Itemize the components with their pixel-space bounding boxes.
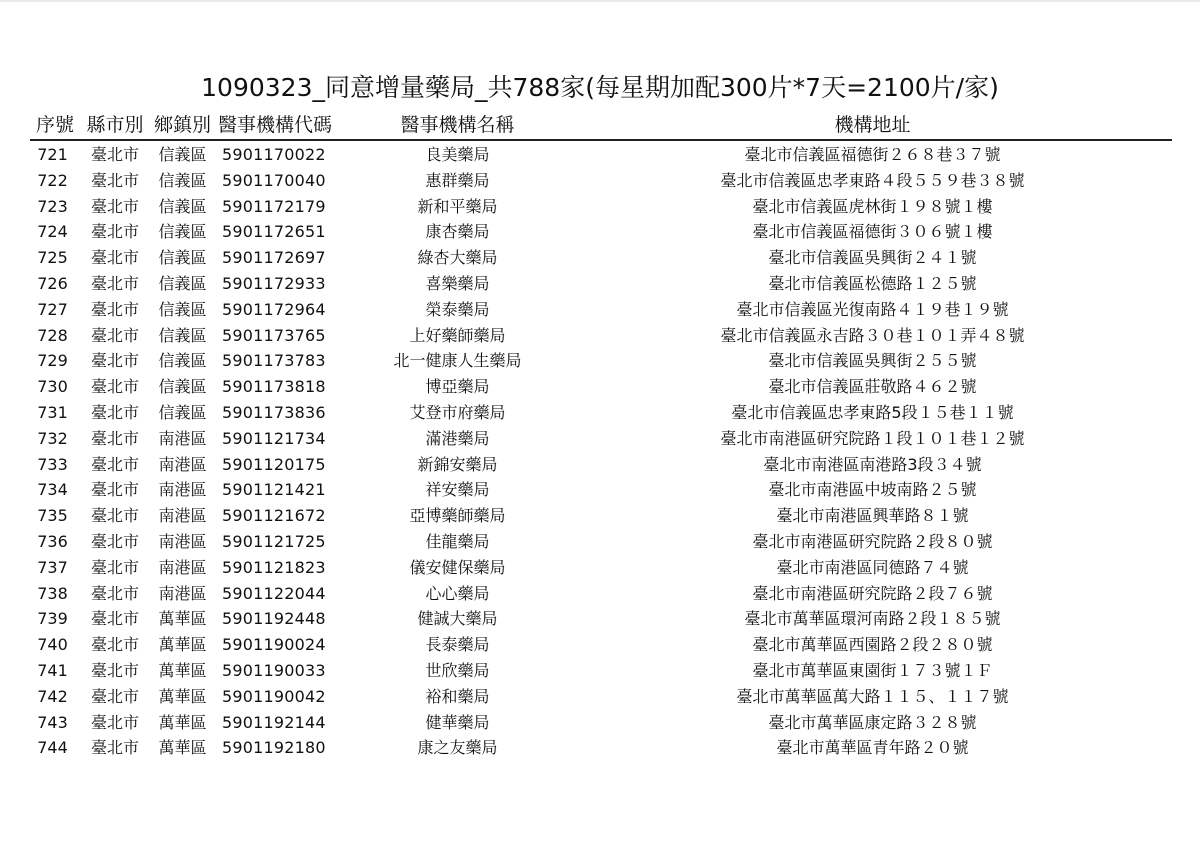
table-row: [0, 219, 1200, 245]
row-serial-number: 723: [37, 196, 68, 216]
row-institution-name: 上好藥師藥局: [409, 325, 506, 345]
row-serial-number: 737: [37, 557, 68, 577]
row-city: 臺北市: [90, 402, 139, 422]
row-city: 臺北市: [90, 738, 139, 758]
row-institution-code: 5901173818: [222, 377, 326, 397]
row-district: 信義區: [158, 170, 207, 190]
table-row: [0, 271, 1200, 297]
row-institution-code: 5901172179: [222, 196, 326, 216]
table-row: [0, 735, 1200, 761]
table-row: [0, 684, 1200, 710]
table-row: [0, 323, 1200, 349]
header-institution-address: 機構地址: [834, 114, 911, 136]
row-city: 臺北市: [90, 531, 139, 551]
row-institution-name: 亞博藥師藥局: [409, 506, 506, 526]
row-institution-address: 臺北市信義區福德街２６８巷３７號: [744, 145, 1001, 164]
row-institution-address: 臺北市萬華區青年路２０號: [776, 738, 969, 758]
row-serial-number: 727: [37, 299, 68, 319]
row-institution-code: 5901122044: [222, 583, 326, 603]
table-row: [0, 452, 1200, 478]
header-city: 縣市別: [86, 114, 144, 136]
row-city: 臺北市: [90, 660, 139, 680]
row-serial-number: 722: [37, 170, 68, 190]
row-city: 臺北市: [90, 428, 139, 448]
row-institution-name: 健誠大藥局: [417, 609, 498, 629]
row-district: 萬華區: [158, 609, 207, 629]
row-serial-number: 733: [37, 454, 68, 474]
row-district: 萬華區: [158, 686, 207, 706]
table-row: [0, 348, 1200, 374]
row-district: 萬華區: [158, 660, 207, 680]
page-top-border: [0, 0, 1200, 2]
row-serial-number: 721: [37, 145, 68, 164]
row-institution-address: 臺北市南港區中坡南路２５號: [768, 480, 977, 500]
row-city: 臺北市: [90, 248, 139, 268]
row-institution-name: 儀安健保藥局: [409, 557, 506, 577]
table-row: [0, 142, 1200, 168]
row-serial-number: 725: [37, 248, 68, 268]
row-institution-address: 臺北市信義區忠孝東路４段５５９巷３８號: [720, 170, 1025, 190]
table-row: [0, 606, 1200, 632]
row-institution-address: 臺北市萬華區西園路２段２８０號: [752, 635, 993, 655]
row-city: 臺北市: [90, 609, 139, 629]
table-row: [0, 374, 1200, 400]
row-institution-name: 良美藥局: [425, 145, 490, 164]
row-institution-name: 喜樂藥局: [425, 273, 490, 293]
header-institution-code: 醫事機構代碼: [218, 114, 333, 136]
row-institution-address: 臺北市信義區莊敬路４６２號: [768, 377, 977, 397]
row-institution-code: 5901170040: [222, 170, 326, 190]
row-district: 萬華區: [158, 712, 207, 732]
row-institution-address: 臺北市南港區興華路８１號: [776, 506, 969, 526]
table-body: [0, 142, 1200, 761]
row-institution-name: 榮泰藥局: [425, 299, 490, 319]
row-institution-name: 艾登市府藥局: [409, 402, 506, 422]
row-institution-name: 佳龍藥局: [425, 531, 490, 551]
row-institution-code: 5901173765: [222, 325, 326, 345]
row-district: 南港區: [158, 454, 207, 474]
row-serial-number: 735: [37, 506, 68, 526]
row-institution-address: 臺北市信義區忠孝東路5段１５巷１１號: [731, 402, 1014, 422]
row-institution-address: 臺北市信義區虎林街１９８號１樓: [752, 196, 993, 216]
row-serial-number: 741: [37, 660, 68, 680]
table-row: [0, 297, 1200, 323]
table-row: [0, 426, 1200, 452]
row-district: 信義區: [158, 377, 207, 397]
row-institution-name: 世欣藥局: [425, 660, 490, 680]
row-city: 臺北市: [90, 145, 139, 164]
row-institution-code: 5901121734: [222, 428, 326, 448]
row-city: 臺北市: [90, 299, 139, 319]
row-institution-code: 5901172933: [222, 273, 326, 293]
row-city: 臺北市: [90, 377, 139, 397]
row-serial-number: 732: [37, 428, 68, 448]
row-institution-address: 臺北市萬華區東園街１７３號１Ｆ: [752, 660, 993, 680]
row-district: 南港區: [158, 531, 207, 551]
row-institution-address: 臺北市信義區光復南路４１９巷１９號: [736, 299, 1009, 319]
table-row: [0, 477, 1200, 503]
row-institution-code: 5901173836: [222, 402, 326, 422]
row-institution-name: 裕和藥局: [425, 686, 490, 706]
row-district: 信義區: [158, 222, 207, 242]
row-serial-number: 731: [37, 402, 68, 422]
row-city: 臺北市: [90, 583, 139, 603]
row-institution-name: 北一健康人生藥局: [393, 351, 522, 371]
row-serial-number: 734: [37, 480, 68, 500]
table-row: [0, 632, 1200, 658]
row-district: 南港區: [158, 557, 207, 577]
row-institution-address: 臺北市南港區南港路3段３４號: [763, 454, 982, 474]
row-institution-code: 5901190024: [222, 635, 326, 655]
row-institution-name: 長泰藥局: [425, 635, 490, 655]
header-district: 鄉鎮別: [153, 114, 211, 136]
table-row: [0, 555, 1200, 581]
row-institution-name: 綠杏大藥局: [417, 248, 498, 268]
row-institution-address: 臺北市南港區同德路７４號: [776, 557, 969, 577]
row-district: 信義區: [158, 196, 207, 216]
row-institution-code: 5901121672: [222, 506, 326, 526]
row-institution-name: 惠群藥局: [425, 170, 490, 190]
header-institution-name: 醫事機構名稱: [400, 114, 515, 136]
table-row: [0, 400, 1200, 426]
row-institution-address: 臺北市信義區福德街３０６號１樓: [752, 222, 993, 242]
row-institution-address: 臺北市南港區研究院路２段８０號: [752, 531, 993, 551]
row-district: 南港區: [158, 480, 207, 500]
row-institution-name: 心心藥局: [425, 583, 490, 603]
row-city: 臺北市: [90, 506, 139, 526]
row-institution-code: 5901172651: [222, 222, 326, 242]
row-institution-code: 5901121823: [222, 557, 326, 577]
row-institution-code: 5901192144: [222, 712, 326, 732]
table-row: [0, 503, 1200, 529]
header-divider: [30, 139, 1172, 141]
row-institution-address: 臺北市信義區吳興街２５５號: [768, 351, 977, 371]
row-district: 萬華區: [158, 635, 207, 655]
row-institution-address: 臺北市信義區松德路１２５號: [768, 273, 977, 293]
row-city: 臺北市: [90, 273, 139, 293]
row-serial-number: 739: [37, 609, 68, 629]
row-institution-code: 5901172964: [222, 299, 326, 319]
row-serial-number: 729: [37, 351, 68, 371]
row-serial-number: 743: [37, 712, 68, 732]
row-serial-number: 738: [37, 583, 68, 603]
row-institution-address: 臺北市信義區吳興街２４１號: [768, 248, 977, 268]
row-city: 臺北市: [90, 325, 139, 345]
table-row: [0, 710, 1200, 736]
document-title: 1090323_同意增量藥局_共788家(每星期加配300片*7天=2100片/家): [201, 73, 999, 102]
row-city: 臺北市: [90, 635, 139, 655]
row-institution-name: 博亞藥局: [425, 377, 490, 397]
row-institution-code: 5901173783: [222, 351, 326, 371]
table-header: [0, 110, 1200, 140]
row-district: 信義區: [158, 299, 207, 319]
row-district: 南港區: [158, 428, 207, 448]
row-institution-code: 5901190042: [222, 686, 326, 706]
row-district: 信義區: [158, 402, 207, 422]
row-district: 信義區: [158, 273, 207, 293]
row-institution-name: 新和平藥局: [417, 196, 498, 216]
row-institution-code: 5901121421: [222, 480, 326, 500]
row-institution-code: 5901170022: [222, 145, 326, 164]
row-city: 臺北市: [90, 454, 139, 474]
table-row: [0, 658, 1200, 684]
row-institution-name: 健華藥局: [425, 712, 490, 732]
row-serial-number: 728: [37, 325, 68, 345]
row-institution-name: 新錦安藥局: [417, 454, 498, 474]
row-district: 信義區: [158, 351, 207, 371]
table-row: [0, 168, 1200, 194]
row-institution-name: 康之友藥局: [417, 738, 498, 758]
row-institution-code: 5901120175: [222, 454, 326, 474]
row-serial-number: 736: [37, 531, 68, 551]
row-city: 臺北市: [90, 686, 139, 706]
row-institution-code: 5901192180: [222, 738, 326, 758]
row-city: 臺北市: [90, 222, 139, 242]
row-district: 信義區: [158, 145, 207, 164]
row-institution-code: 5901121725: [222, 531, 326, 551]
row-institution-name: 祥安藥局: [425, 480, 490, 500]
row-city: 臺北市: [90, 557, 139, 577]
row-serial-number: 744: [37, 738, 68, 758]
row-district: 信義區: [158, 248, 207, 268]
row-district: 萬華區: [158, 738, 207, 758]
row-institution-address: 臺北市南港區研究院路１段１０１巷１２號: [720, 428, 1025, 448]
header-serial-number: 序號: [35, 114, 74, 136]
row-institution-code: 5901192448: [222, 609, 326, 629]
row-serial-number: 742: [37, 686, 68, 706]
row-institution-code: 5901172697: [222, 248, 326, 268]
row-institution-name: 滿港藥局: [425, 428, 490, 448]
row-city: 臺北市: [90, 170, 139, 190]
row-serial-number: 740: [37, 635, 68, 655]
table-row: [0, 529, 1200, 555]
row-institution-address: 臺北市信義區永吉路３０巷１０１弄４８號: [720, 325, 1025, 345]
row-city: 臺北市: [90, 351, 139, 371]
row-city: 臺北市: [90, 196, 139, 216]
table-row: [0, 581, 1200, 607]
row-district: 南港區: [158, 506, 207, 526]
row-institution-address: 臺北市萬華區環河南路２段１８５號: [744, 609, 1001, 629]
table-row: [0, 245, 1200, 271]
row-city: 臺北市: [90, 480, 139, 500]
row-district: 南港區: [158, 583, 207, 603]
row-serial-number: 724: [37, 222, 68, 242]
row-institution-address: 臺北市萬華區萬大路１１５、１１７號: [736, 686, 1009, 706]
row-serial-number: 726: [37, 273, 68, 293]
row-institution-address: 臺北市萬華區康定路３２８號: [768, 712, 977, 732]
row-institution-code: 5901190033: [222, 660, 326, 680]
row-institution-address: 臺北市南港區研究院路２段７６號: [752, 583, 993, 603]
table-row: [0, 194, 1200, 220]
row-institution-name: 康杏藥局: [425, 222, 490, 242]
row-district: 信義區: [158, 325, 207, 345]
row-serial-number: 730: [37, 377, 68, 397]
row-city: 臺北市: [90, 712, 139, 732]
